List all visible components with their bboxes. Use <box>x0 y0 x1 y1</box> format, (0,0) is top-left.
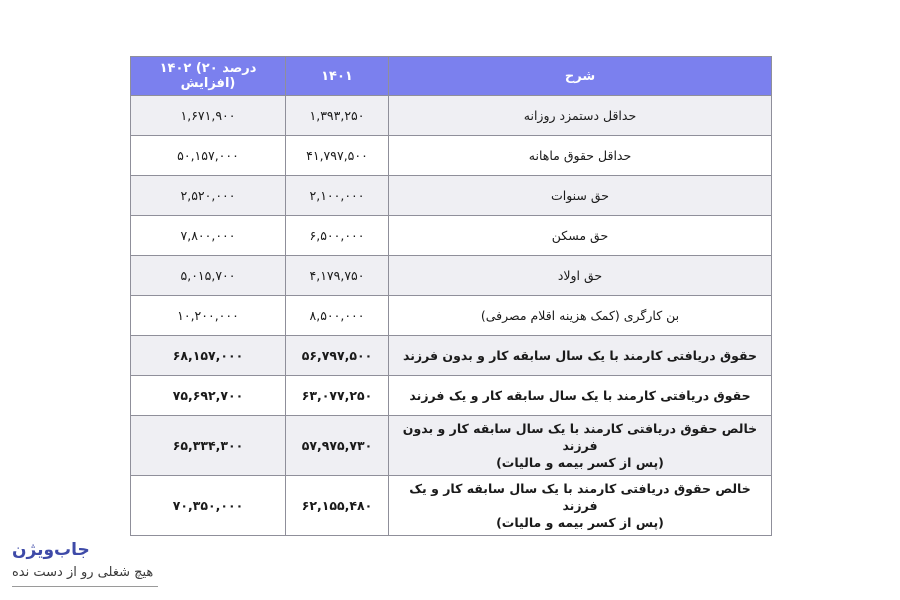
cell-desc: حداقل حقوق ماهانه <box>389 136 772 176</box>
cell-1402: ۷۰,۳۵۰,۰۰۰ <box>131 476 286 536</box>
cell-1402: ۱,۶۷۱,۹۰۰ <box>131 96 286 136</box>
cell-1402: ۷۵,۶۹۲,۷۰۰ <box>131 376 286 416</box>
cell-desc <box>389 476 772 536</box>
cell-1401: ۵۶,۷۹۷,۵۰۰ <box>286 336 389 376</box>
cell-desc: حقوق دریافتی کارمند با یک سال سابقه کار و بدون فرزند <box>389 336 772 376</box>
table-row <box>131 136 772 176</box>
cell-1401: ۸,۵۰۰,۰۰۰ <box>286 296 389 336</box>
cell-1402: ۷,۸۰۰,۰۰۰ <box>131 216 286 256</box>
cell-1401: ۴۱,۷۹۷,۵۰۰ <box>286 136 389 176</box>
cell-1401: ۶۳,۰۷۷,۲۵۰ <box>286 376 389 416</box>
table-row <box>131 216 772 256</box>
table-row <box>131 176 772 216</box>
cell-1401: ۶۲,۱۵۵,۴۸۰ <box>286 476 389 536</box>
cell-desc <box>389 416 772 476</box>
cell-1402: ۶۵,۳۳۴,۳۰۰ <box>131 416 286 476</box>
cell-1401: ۱,۳۹۳,۲۵۰ <box>286 96 389 136</box>
logo-divider <box>12 586 158 587</box>
header-desc: شرح <box>389 57 772 96</box>
cell-desc-line1: خالص حقوق دریافتی کارمند با یک سال سابقه کار و بدون فرزند <box>402 421 758 453</box>
logo-wordmark: جاب‌ویژن <box>12 540 90 560</box>
cell-desc: حقوق دریافتی کارمند با یک سال سابقه کار و یک فرزند <box>389 376 772 416</box>
cell-desc: حق مسکن <box>389 216 772 256</box>
salary-table <box>130 56 772 536</box>
cell-desc: حق سنوات <box>389 176 772 216</box>
table-row <box>131 256 772 296</box>
brand-logo[interactable] <box>12 540 162 590</box>
cell-1402: ۵۰,۱۵۷,۰۰۰ <box>131 136 286 176</box>
cell-1402: ۵,۰۱۵,۷۰۰ <box>131 256 286 296</box>
cell-1401: ۴,۱۷۹,۷۵۰ <box>286 256 389 296</box>
logo-tagline: هیچ شغلی رو از دست نده <box>12 565 154 580</box>
cell-desc-line2: (پس از کسر بیمه و مالیات) <box>496 455 664 470</box>
table-row <box>131 416 772 476</box>
cell-1401: ۲,۱۰۰,۰۰۰ <box>286 176 389 216</box>
cell-desc: حق اولاد <box>389 256 772 296</box>
cell-1402: ۶۸,۱۵۷,۰۰۰ <box>131 336 286 376</box>
cell-1401: ۵۷,۹۷۵,۷۳۰ <box>286 416 389 476</box>
cell-desc-line1: خالص حقوق دریافتی کارمند با یک سال سابقه کار و یک فرزند <box>409 481 751 513</box>
table-row <box>131 476 772 536</box>
header-1401: ۱۴۰۱ <box>286 57 389 96</box>
cell-desc-line2: (پس از کسر بیمه و مالیات) <box>496 515 664 530</box>
table-row <box>131 336 772 376</box>
table-row <box>131 96 772 136</box>
cell-1402: ۱۰,۲۰۰,۰۰۰ <box>131 296 286 336</box>
table-row <box>131 296 772 336</box>
table-row <box>131 376 772 416</box>
cell-desc: بن کارگری (کمک هزینه اقلام مصرفی) <box>389 296 772 336</box>
cell-1402: ۲,۵۲۰,۰۰۰ <box>131 176 286 216</box>
cell-desc: حداقل دستمزد روزانه <box>389 96 772 136</box>
cell-1401: ۶,۵۰۰,۰۰۰ <box>286 216 389 256</box>
table-header-row <box>131 57 772 96</box>
header-1402: ۱۴۰۲ (۲۰ درصد افزایش) <box>131 57 286 96</box>
